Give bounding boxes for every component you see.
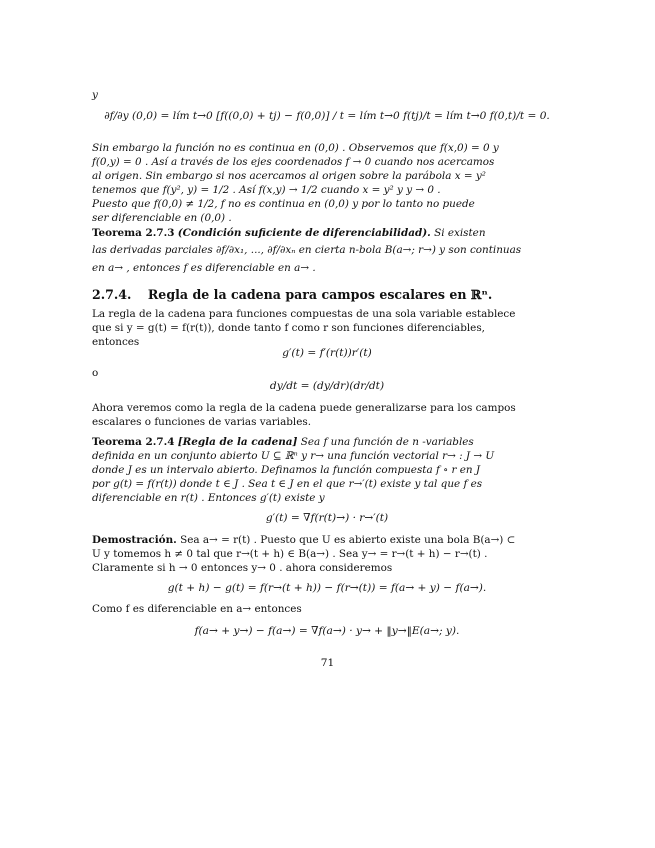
- theorem-text: donde J es un intervalo abierto. Definamos la función compuesta f ∘ r en J: [92, 463, 481, 476]
- theorem-text: por g(t) = f(r(t)) donde t ∈ J . Sea t ∈ J en el que r→′(t) existe y tal que f es: [92, 477, 483, 490]
- theorem-title: [Regla de la cadena]: [177, 436, 298, 448]
- text-line: al origen. Sin embargo si nos acercamos al origen sobre la parábola x = y²: [92, 169, 486, 182]
- paragraph-differentiable: Como f es diferenciable en a→ entonces: [92, 603, 302, 615]
- theorem-title: (Condición suficiente de diferenciabilidad).: [177, 227, 431, 239]
- paragraph-continuity: [92, 142, 562, 225]
- text-line: ser diferenciable en (0,0) .: [92, 211, 232, 224]
- equation-chain-rule-1d: g′(t) = f′(r(t))r′(t): [282, 347, 372, 359]
- proof-text: U y tomemos h ≠ 0 tal que r→(t + h) ∈ B(a→) . Sea y→ = r→(t + h) − r→(t) .: [92, 547, 488, 560]
- text-line: La regla de la cadena para funciones compuestas de una sola variable establece: [92, 308, 516, 320]
- theorem-text: las derivadas parciales ∂f/∂x₁, ..., ∂f/∂xₙ en cierta n-bola B(a→; r→) y son continuas: [92, 243, 522, 256]
- connector-o: o: [92, 367, 99, 379]
- equation-differential: f(a→ + y→) − f(a→) = ∇f(a→) · y→ + ‖y→‖E(a→; y).: [194, 625, 460, 637]
- theorem-text: Si existen: [434, 227, 486, 239]
- equation-gradient-chain: g′(t) = ∇f(r(t)→) · r→′(t): [265, 512, 389, 524]
- text-line: f(0,y) = 0 . Así a través de los ejes coordenados f → 0 cuando nos acercamos: [92, 155, 495, 168]
- text-line: Ahora veremos como la regla de la cadena puede generalizarse para los campos: [92, 402, 516, 414]
- proof-text: Sea a→ = r(t) . Puesto que U es abierto existe una bola B(a→) ⊂: [180, 534, 516, 546]
- section-number: 2.7.4.: [92, 287, 132, 302]
- theorem-label: Teorema 2.7.3: [92, 227, 175, 239]
- text-line: escalares o funciones de varias variables.: [92, 415, 312, 428]
- proof-label: Demostración.: [92, 534, 177, 546]
- text-line: tenemos que f(y², y) = 1/2 . Así f(x,y) → 1/2 cuando x = y² y y → 0 .: [92, 183, 441, 196]
- equation-leibniz: dy/dt = (dy/dr)(dr/dt): [269, 380, 385, 392]
- paragraph-generalization: [92, 402, 562, 430]
- equation-difference: g(t + h) − g(t) = f(r→(t + h)) − f(r→(t)) = f(a→ + y) − f(a→).: [167, 582, 487, 594]
- section-heading: [92, 288, 562, 302]
- theorem-text: definida en un conjunto abierto U ⊆ ℝⁿ y r→ una función vectorial r→ : J → U: [92, 449, 495, 462]
- text-line: que si y = g(t) = f(r(t)), donde tanto f como r son funciones diferenciables,: [92, 321, 485, 334]
- theorem-text: Sea f una función de n -variables: [300, 436, 474, 448]
- equation-partial-derivative: ∂f/∂y (0,0) = lím t→0 [f((0,0) + tj) − f(0,0)] / t = lím t→0 f(tj)/t = lím t→0 f(0,t)/t = 0.: [104, 110, 550, 122]
- text-line: Sin embargo la función no es continua en (0,0) . Observemos que f(x,0) = 0 y: [92, 142, 499, 154]
- page-number: 71: [320, 657, 335, 669]
- theorem-text: diferenciable en r(t) . Entonces g′(t) existe y: [92, 491, 325, 504]
- text-line: entonces: [92, 335, 140, 348]
- theorem-2-7-3: [92, 227, 562, 276]
- theorem-label: Teorema 2.7.4: [92, 436, 175, 448]
- section-title: Regla de la cadena para campos escalares en ℝⁿ.: [147, 287, 493, 302]
- proof-text: Claramente si h → 0 entonces y→ 0 . ahora consideremos: [92, 561, 393, 574]
- paragraph-chain-rule-intro: [92, 308, 562, 350]
- theorem-text: en a→ , entonces f es diferenciable en a→ .: [92, 261, 316, 274]
- proof: [92, 534, 562, 576]
- variable-y: y: [92, 89, 98, 101]
- theorem-2-7-4: [92, 436, 562, 506]
- text-line: Puesto que f(0,0) ≠ 1/2, f no es continua en (0,0) y por lo tanto no puede: [92, 197, 475, 210]
